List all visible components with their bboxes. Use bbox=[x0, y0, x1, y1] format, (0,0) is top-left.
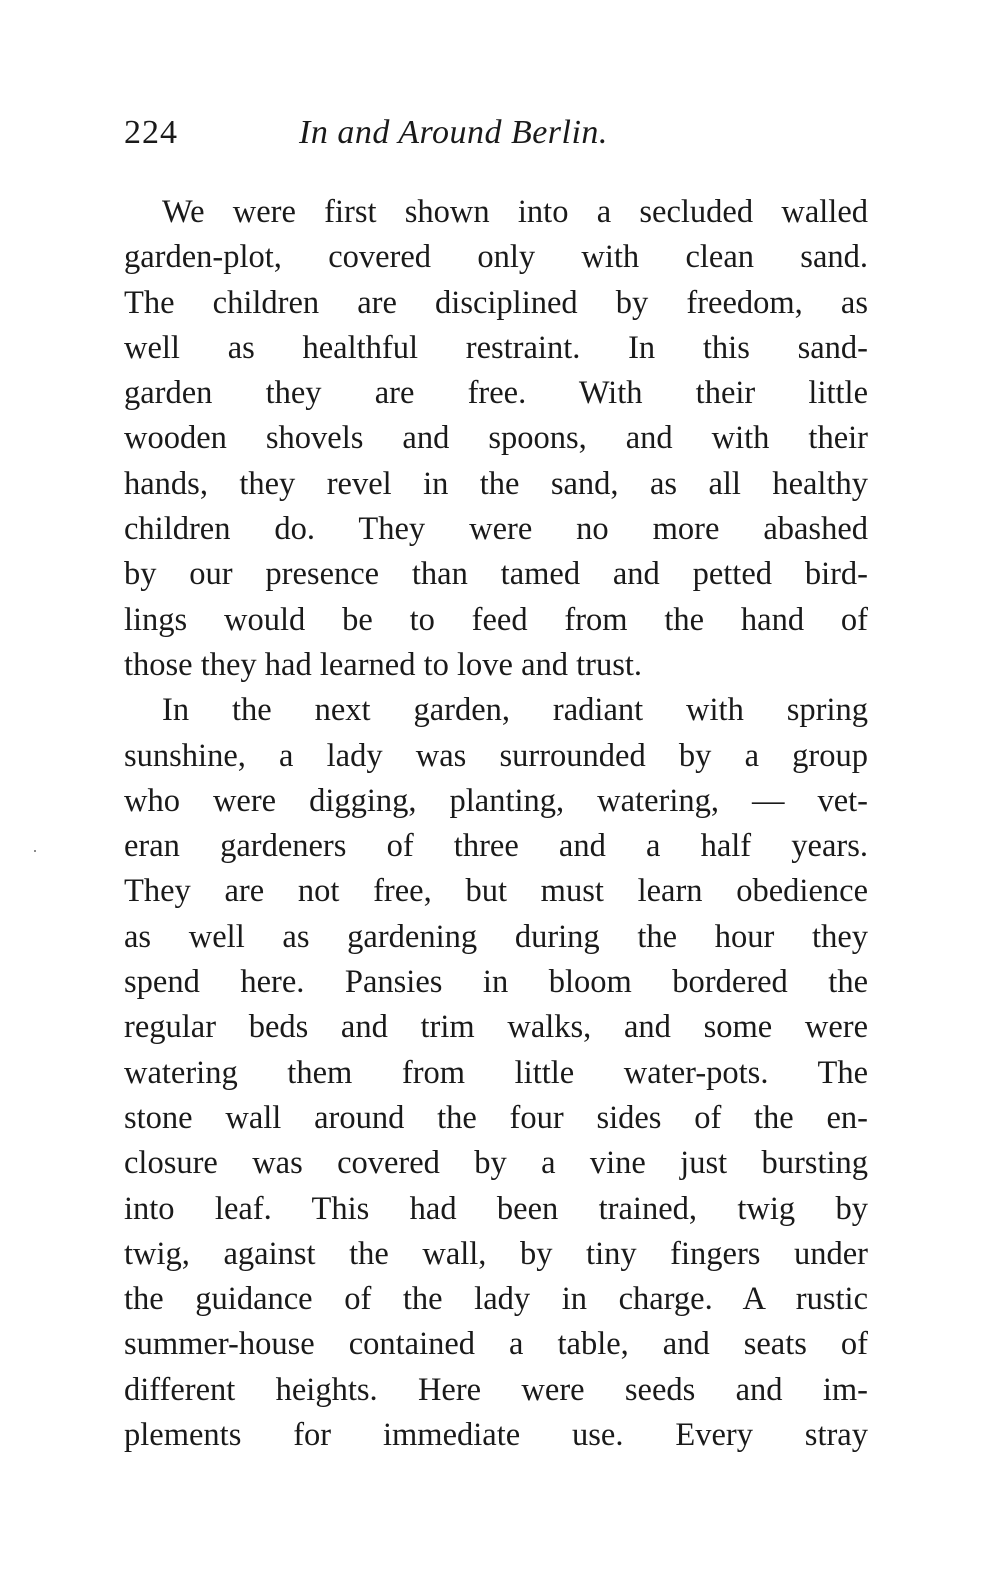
text-line: closure was covered by a vine just bursting bbox=[124, 1145, 868, 1182]
text-line: spend here. Pansies in bloom bordered the bbox=[124, 964, 868, 1001]
paragraph-2 bbox=[124, 688, 868, 1458]
text-line: stone wall around the four sides of the en- bbox=[124, 1099, 868, 1136]
text-line: plements for immediate use. Every stray bbox=[124, 1417, 868, 1454]
text-line: different heights. Here were seeds and im- bbox=[124, 1371, 868, 1408]
running-head bbox=[124, 108, 868, 158]
text-line: They are not free, but must learn obedience bbox=[124, 873, 868, 910]
text-line: watering them from little water-pots. The bbox=[124, 1054, 868, 1091]
paragraph-1 bbox=[124, 190, 868, 688]
text-line: garden they are free. With their little bbox=[124, 375, 868, 412]
text-line: hands, they revel in the sand, as all healthy bbox=[124, 465, 868, 502]
text-line: In the next garden, radiant with spring bbox=[162, 692, 868, 729]
text-line: into leaf. This had been trained, twig by bbox=[124, 1190, 868, 1227]
text-line: wooden shovels and spoons, and with their bbox=[124, 420, 868, 457]
running-title: In and Around Berlin. bbox=[299, 114, 608, 151]
text-line: The children are disciplined by freedom, as bbox=[124, 284, 868, 321]
text-line: the guidance of the lady in charge. A rustic bbox=[124, 1281, 868, 1318]
text-line: as well as gardening during the hour they bbox=[124, 918, 868, 955]
text-line: eran gardeners of three and a half years. bbox=[124, 828, 868, 865]
page-number: 224 bbox=[124, 114, 178, 151]
text-line: garden-plot, covered only with clean sand. bbox=[124, 239, 868, 276]
text-line: We were first shown into a secluded walled bbox=[162, 194, 868, 230]
margin-speck bbox=[34, 850, 36, 852]
body-text bbox=[124, 190, 868, 1458]
text-line: by our presence than tamed and petted bird- bbox=[124, 556, 868, 593]
text-line: children do. They were no more abashed bbox=[124, 511, 868, 548]
text-line: summer-house contained a table, and seats of bbox=[124, 1326, 868, 1363]
text-line: regular beds and trim walks, and some were bbox=[124, 1009, 868, 1046]
text-line: sunshine, a lady was surrounded by a group bbox=[124, 737, 868, 774]
text-line: who were digging, planting, watering, — vet- bbox=[124, 782, 868, 819]
text-line: lings would be to feed from the hand of bbox=[124, 601, 868, 638]
text-line: those they had learned to love and trust. bbox=[124, 646, 643, 683]
text-line: twig, against the wall, by tiny fingers under bbox=[124, 1235, 868, 1272]
text-line: well as healthful restraint. In this sand- bbox=[124, 329, 868, 366]
